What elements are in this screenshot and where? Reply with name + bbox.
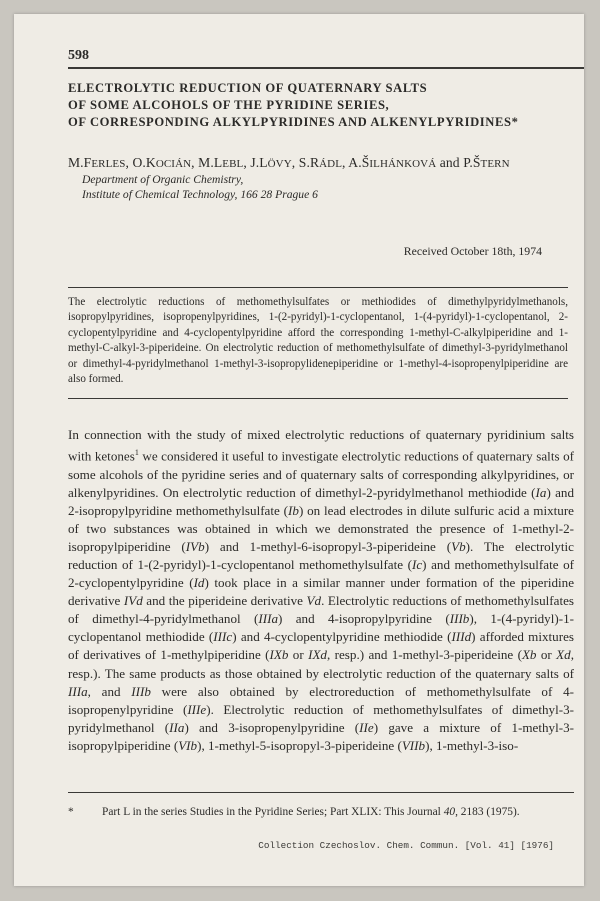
footnote-volume: 40 [443, 806, 456, 818]
affiliation [82, 172, 318, 202]
page [14, 14, 584, 886]
received-date: Received October 18th, 1974 [403, 244, 542, 258]
body-text: ). Electrolytic reduction of methomethylsulfates of dimethyl-3-pyridylmethanol ( [68, 701, 574, 735]
body-text: ) and 2-isopropylpyridine methomethylsulfate ( [68, 484, 575, 518]
compound-label: Ia [535, 484, 547, 500]
footnote-prefix: Part L in the series Studies in the Pyridine Series; Part XLIX: This Journal [102, 806, 444, 818]
author-separator: , [191, 155, 199, 170]
header-rule [68, 67, 584, 69]
footnote-mark: * [68, 806, 74, 818]
body-text: ) afforded mixtures of derivatives of 1-methylpiperidine ( [68, 629, 574, 663]
abstract-bottom-rule [68, 398, 568, 399]
compound-label: IIIc [213, 629, 233, 645]
page-number: 598 [68, 48, 89, 63]
body-text: ) on lead electrodes in dilute sulfuric acid a mixture of two substances was obtained in which we demonstrated the presence of 1-methyl-2-isopropylpiperidine ( [68, 502, 574, 554]
compound-label: VIb [178, 737, 198, 753]
body-text: , and [87, 683, 132, 699]
title-line: OF SOME ALCOHOLS OF THE PYRIDINE SERIES, [68, 98, 390, 112]
body-text: ) and 4-cyclopentylpyridine methiodide ( [232, 629, 452, 645]
compound-label: Vb [451, 538, 466, 554]
body-text: . Electrolytic reductions of methomethylsulfates of dimethyl-4-pyridylmethanol ( [68, 593, 575, 627]
body-text: we considered it useful to investigate electrolytic reductions of quaternary salts of some alcohols of the pyridine series and of quaternary salts of corresponding alkylpyridines, or alkenylpyridines. On electrolytic reduction of dimethyl-2-pyridylmethanol methiodide ( [68, 448, 574, 500]
body-text: ) and 4-isopropylpyridine ( [278, 611, 450, 627]
author-separator: , [243, 155, 251, 170]
body-text: ) and 1-methyl-6-isopropyl-3-piperideine ( [204, 538, 452, 554]
body-text: , resp.) and 1-methyl-3-piperideine ( [326, 647, 522, 663]
body-text: or [536, 647, 557, 663]
compound-label: IVb [185, 538, 205, 554]
author-name: P.ŠTERN [463, 155, 510, 170]
body-text: In connection with the study of mixed electrolytic reductions of quaternary pyridinium salts with ketones [68, 427, 574, 464]
compound-label: IIa [169, 719, 185, 735]
author-name: M.LEBL [198, 155, 244, 170]
abstract: The electrolytic reductions of methomethylsulfates or methiodides of dimethylpyridylmethanols, isopropylpyridines, isopropenylpyridines, 1-(2-pyridyl)-1-cyclopentanol, 1-(4-pyridyl)-1-cyclopentanol, 2-cyclopentylpyridine and 4-cyclopentylpyridine afford the corresponding 1-methyl-C-alkylpiperidine and 1-methyl-C-alkyl-3-piperideine. On electrolytic reduction of methomethylsulfate of dimethyl-3-pyridylmethanol or dimethyl-4-pyridylmethanol 1-methyl-3-isopropylidenepiperidine or 1-methyl-4-isopropenylpiperidine are also formed. [68, 296, 568, 386]
compound-label: Ib [288, 502, 299, 518]
author-separator: and [436, 155, 464, 170]
citation-ref: 1 [134, 448, 139, 458]
compound-label: IIIb [131, 683, 151, 699]
compound-label: IIId [451, 629, 472, 645]
compound-label: Xd [556, 647, 571, 663]
body-text: ) took place in a similar manner under formation of the piperidine derivative [68, 575, 575, 609]
body-text: ) and methomethylsulfate of 2-cyclopentylpyridine ( [68, 557, 574, 591]
author-name: O.KOCIÁN [132, 155, 192, 170]
footnote [68, 806, 574, 818]
body-text: or [288, 647, 309, 663]
abstract-top-rule [68, 287, 568, 288]
compound-label: IIIb [449, 611, 470, 627]
body-text: ), 1-methyl-5-isopropyl-3-piperideine ( [197, 737, 402, 753]
compound-label: IVd [123, 593, 143, 609]
author-separator: , [291, 155, 299, 170]
article-title [68, 80, 568, 131]
body-text: were also obtained by electroreduction of methomethylsulfate of 4-isopropenylpyridine ( [68, 683, 574, 717]
journal-reference: Collection Czechoslov. Chem. Commun. [Vol. 41] [1976] [258, 840, 554, 851]
author-separator: , [342, 155, 349, 170]
compound-label: Ic [411, 557, 423, 573]
title-line: OF CORRESPONDING ALKYLPYRIDINES AND ALKENYLPYRIDINES* [68, 115, 519, 129]
compound-label: IXd [308, 647, 327, 663]
compound-label: IXb [269, 647, 289, 663]
footnote-suffix: , 2183 (1975). [455, 806, 520, 818]
body-text: , resp.). The same products as those obtained by electrolytic reduction of the quaternary salts of [68, 647, 574, 681]
author-list [68, 155, 510, 171]
author-name: J.LÖVY [250, 155, 292, 170]
affiliation-line: Institute of Chemical Technology, 166 28 Prague 6 [82, 188, 318, 201]
body-paragraph [68, 426, 574, 755]
author-name: S.RÁDL [298, 155, 343, 170]
body-text: ) gave a mixture of 1-methyl-3-isopropylpiperidine ( [68, 719, 574, 753]
body-text: ) and 3-isopropenylpyridine ( [184, 719, 360, 735]
compound-label: Xb [521, 647, 537, 663]
compound-label: IIIa [258, 611, 278, 627]
body-text: ), 1-methyl-3-iso- [425, 737, 519, 753]
compound-label: IIIa [68, 683, 88, 699]
title-line: ELECTROLYTIC REDUCTION OF QUATERNARY SALTS [68, 81, 428, 95]
author-name: A.ŠILHÁNKOVÁ [348, 155, 437, 170]
compound-label: IIe [359, 719, 374, 735]
compound-label: Vd [306, 593, 322, 609]
author-separator: , [125, 155, 133, 170]
author-name: M.FERLES [68, 155, 126, 170]
body-text: and the piperideine derivative [142, 593, 307, 609]
body-text: ), 1-(4-pyridyl)-1-cyclopentanol methiodide ( [68, 611, 574, 645]
compound-label: IIIe [187, 701, 207, 717]
compound-label: VIIb [401, 737, 426, 753]
footnote-rule [68, 792, 574, 793]
affiliation-line: Department of Organic Chemistry, [82, 173, 244, 186]
body-text: ). The electrolytic reduction of 1-(2-pyridyl)-1-cyclopentanol methomethylsulfate ( [68, 538, 574, 573]
compound-label: Id [193, 575, 205, 591]
